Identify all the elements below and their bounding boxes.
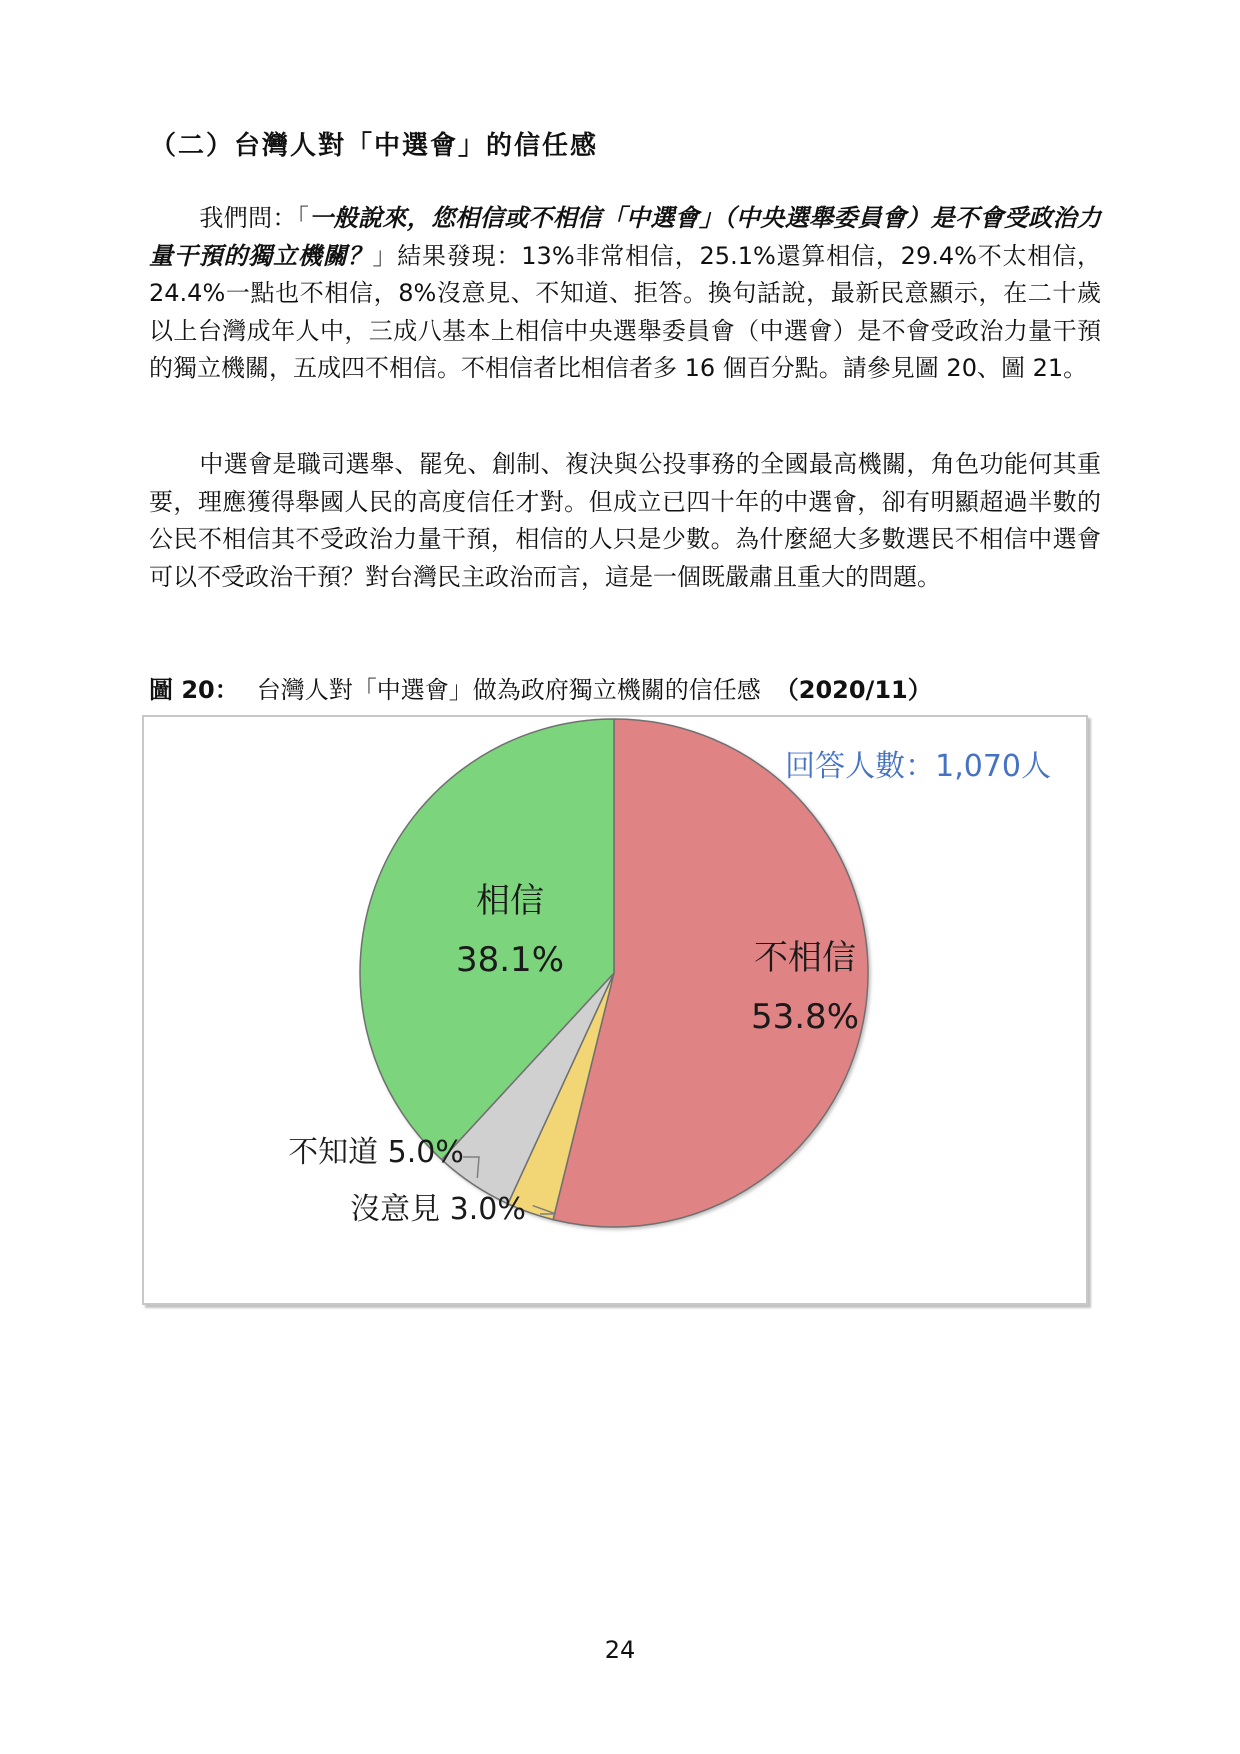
slice-name-label: 相信: [476, 881, 544, 921]
paragraph-commentary: [149, 446, 1101, 596]
figure-title: 台灣人對「中選會」做為政府獨立機關的信任感: [256, 676, 761, 704]
section-heading: （二）台灣人對「中選會」的信任感: [150, 131, 599, 161]
slice-value-label: 53.8%: [750, 997, 860, 1037]
result-text: 」結果發現：13%非常相信，25.1%還算相信，29.4%不太相信，24.4%一點也不相信，8%沒意見、不知道、拒答。換句話說，最新民意顯示，在二十歲以上台灣成年人中，三成八基本上相信中央選舉委員會（中選會）是不會受政治力量干預的獨立機關，五成四不相信。不相信者比相信者多 16 個百分點。請參見圖 20、圖 21。: [149, 241, 1102, 382]
slice-value-label: 38.1%: [455, 940, 565, 980]
figure-number: 圖 20：: [149, 676, 239, 704]
pie-chart: [144, 717, 1086, 1303]
slice-outside-label: 沒意見 3.0%: [350, 1192, 526, 1227]
figure-caption: [149, 672, 932, 708]
survey-question: 一般說來，您相信或不相信「中選會」（中央選舉委員會）是不會受政治力量干預的獨立機關？: [149, 204, 1102, 270]
figure-date: （2020/11）: [774, 676, 932, 704]
page-number: 24: [604, 1636, 636, 1664]
question-lead: 我們問：「: [199, 204, 310, 232]
commentary-text: 中選會是職司選舉、罷免、創制、複決與公投事務的全國最高機關，角色功能何其重要，理應獲得舉國人民的高度信任才對。但成立已四十年的中選會，卻有明顯超過半數的公民不相信其不受政治力量干預，相信的人只是少數。為什麼絕大多數選民不相信中選會可以不受政治干預？對台灣民主政治而言，這是一個既嚴肅且重大的問題。: [149, 450, 1101, 591]
paragraph-survey-result: [149, 200, 1101, 388]
respondents-count: 回答人數：1,070人: [785, 749, 1051, 784]
slice-name-label: 不相信: [754, 938, 856, 978]
pie-chart-frame: [142, 715, 1088, 1305]
slice-outside-label: 不知道 5.0%: [288, 1135, 464, 1170]
